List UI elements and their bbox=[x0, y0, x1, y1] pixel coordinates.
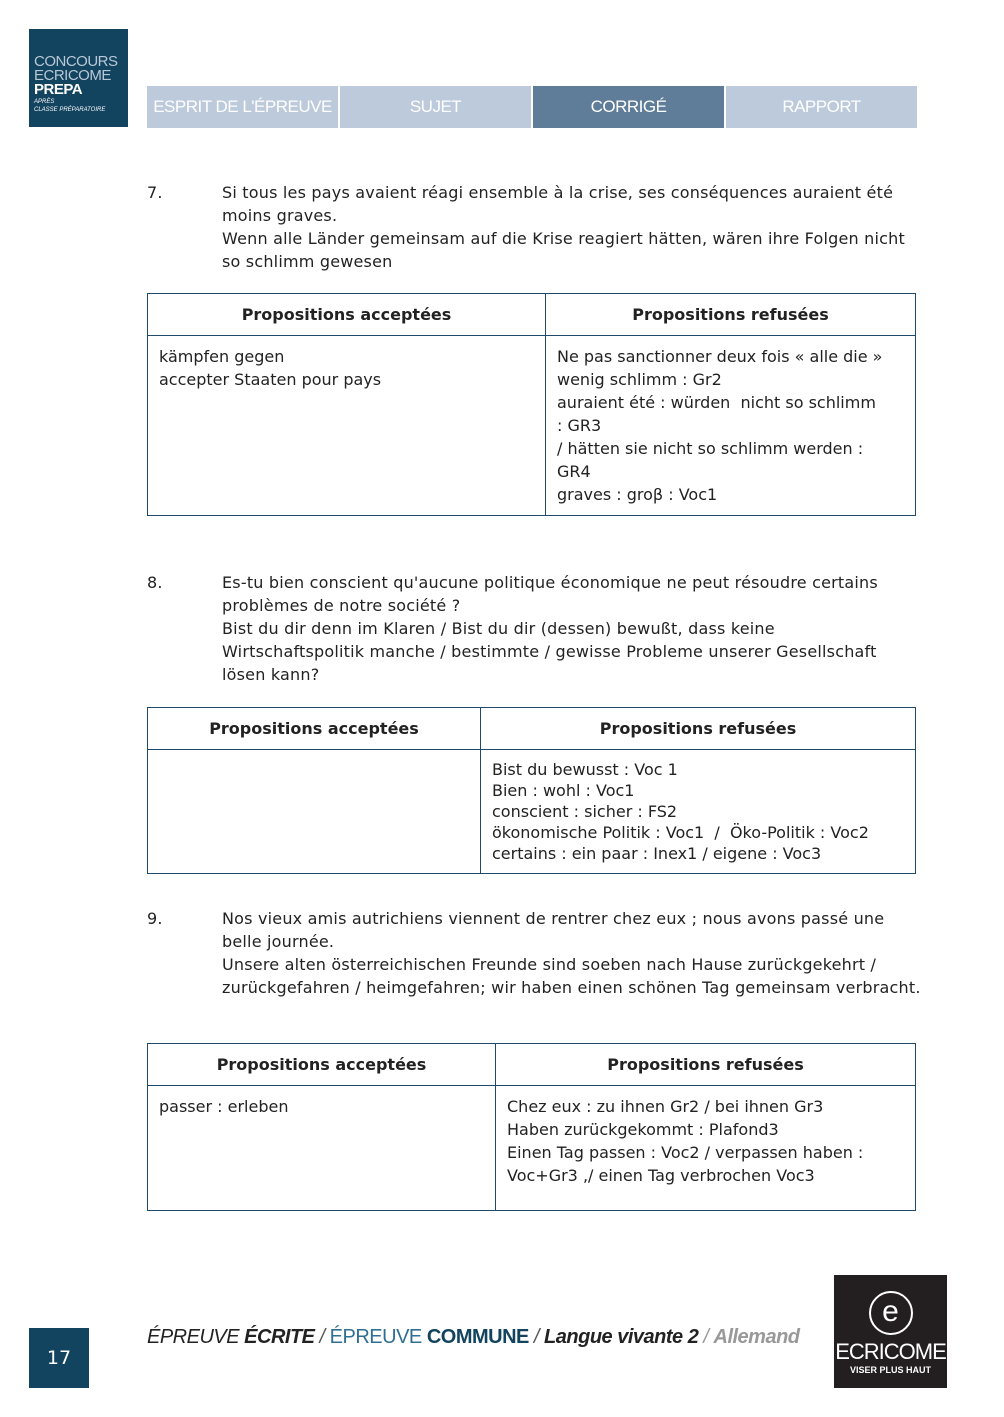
german-translation: Unsere alten österreichischen Freunde sind soeben nach Hause zurückgekehrt / zurückgefahren / heimgefahren; wir haben einen schönen Tag gemeinsam verbracht. bbox=[222, 955, 921, 997]
e-circle-icon: e bbox=[869, 1291, 913, 1335]
question-number: 7. bbox=[147, 183, 163, 202]
footer-text: COMMUNE bbox=[426, 1326, 529, 1348]
header-accepted: Propositions acceptées bbox=[148, 294, 546, 336]
french-sentence: Es-tu bien conscient qu'aucune politique économique ne peut résoudre certains problèmes de notre société ? bbox=[222, 573, 878, 615]
refused-cell: Bist du bewusst : Voc 1 Bien : wohl : Voc1 conscient : sicher : FS2 ökonomische Politik : Voc1 / Öko-Politik : Voc2 certains : ein paar : Inex1 / eigene : Voc3 bbox=[492, 760, 869, 863]
question-number: 8. bbox=[147, 573, 163, 592]
logo-text: CLASSE PRÉPARATOIRE bbox=[34, 107, 106, 113]
footer-text: ÉPREUVE bbox=[329, 1326, 427, 1348]
header-refused: Propositions refusées bbox=[496, 1044, 916, 1086]
tab-corrige[interactable]: CORRIGÉ bbox=[533, 86, 724, 128]
question-9 bbox=[147, 907, 922, 999]
separator: / bbox=[314, 1326, 330, 1348]
tab-rapport[interactable]: RAPPORT bbox=[726, 86, 917, 128]
footer-text: Langue vivante 2 bbox=[544, 1326, 699, 1348]
question-8 bbox=[147, 571, 922, 686]
tab-esprit[interactable]: ESPRIT DE L'ÉPREUVE bbox=[147, 86, 338, 128]
accepted-cell: passer : erleben bbox=[159, 1097, 289, 1116]
ecricome-logo bbox=[834, 1275, 947, 1388]
logo-text: ECRICOME bbox=[34, 67, 111, 84]
separator: / bbox=[698, 1326, 714, 1348]
logo-text: CONCOURS bbox=[34, 53, 118, 70]
header-refused: Propositions refusées bbox=[546, 294, 916, 336]
tab-sujet[interactable]: SUJET bbox=[340, 86, 531, 128]
refused-cell: Ne pas sanctionner deux fois « alle die » wenig schlimm : Gr2 auraient été : würden nicht so schlimm : GR3 / hätten sie nicht so schlimm werden : GR4 graves : groβ : Voc1 bbox=[557, 347, 883, 504]
answers-table-8 bbox=[147, 707, 916, 874]
separator: / bbox=[528, 1326, 545, 1348]
ecricome-tagline: VISER PLUS HAUT bbox=[849, 1365, 931, 1375]
refused-cell: Chez eux : zu ihnen Gr2 / bei ihnen Gr3 Haben zurückgekommt : Plafond3 Einen Tag passen : Voc2 / verpassen haben : Voc+Gr3 ,/ einen Tag verbrochen Voc3 bbox=[507, 1097, 864, 1185]
french-sentence: Nos vieux amis autrichiens viennent de rentrer chez eux ; nous avons passé une belle journée. bbox=[222, 909, 885, 951]
german-translation: Wenn alle Länder gemeinsam auf die Krise reagiert hätten, wären ihre Folgen nicht so schlimm gewesen bbox=[222, 229, 905, 271]
concours-ecricome-prepa-logo bbox=[29, 29, 128, 127]
answers-table-7 bbox=[147, 293, 916, 516]
footer-breadcrumb bbox=[147, 1326, 800, 1349]
footer-text: ÉCRITE bbox=[244, 1326, 315, 1348]
header-refused: Propositions refusées bbox=[481, 708, 916, 750]
accepted-cell: kämpfen gegen accepter Staaten pour pays bbox=[159, 347, 382, 389]
header-accepted: Propositions acceptées bbox=[148, 1044, 496, 1086]
german-translation: Bist du dir denn im Klaren / Bist du dir (dessen) bewußt, dass keine Wirtschaftspolitik manche / bestimmte / gewisse Probleme unserer Gesellschaft lösen kann? bbox=[222, 619, 877, 684]
ecricome-name: ECRICOME bbox=[835, 1339, 946, 1364]
question-7 bbox=[147, 181, 922, 273]
logo-text: APRÈS bbox=[34, 99, 55, 105]
answers-table-9 bbox=[147, 1043, 916, 1211]
footer-text: Allemand bbox=[713, 1326, 800, 1348]
footer-text: ÉPREUVE bbox=[147, 1326, 245, 1348]
question-number: 9. bbox=[147, 909, 163, 928]
logo-text: PREPA bbox=[34, 81, 83, 98]
section-tabs bbox=[147, 86, 917, 128]
french-sentence: Si tous les pays avaient réagi ensemble à la crise, ses conséquences auraient été moins graves. bbox=[222, 183, 894, 225]
page-number: 17 bbox=[29, 1328, 89, 1388]
header-accepted: Propositions acceptées bbox=[148, 708, 481, 750]
